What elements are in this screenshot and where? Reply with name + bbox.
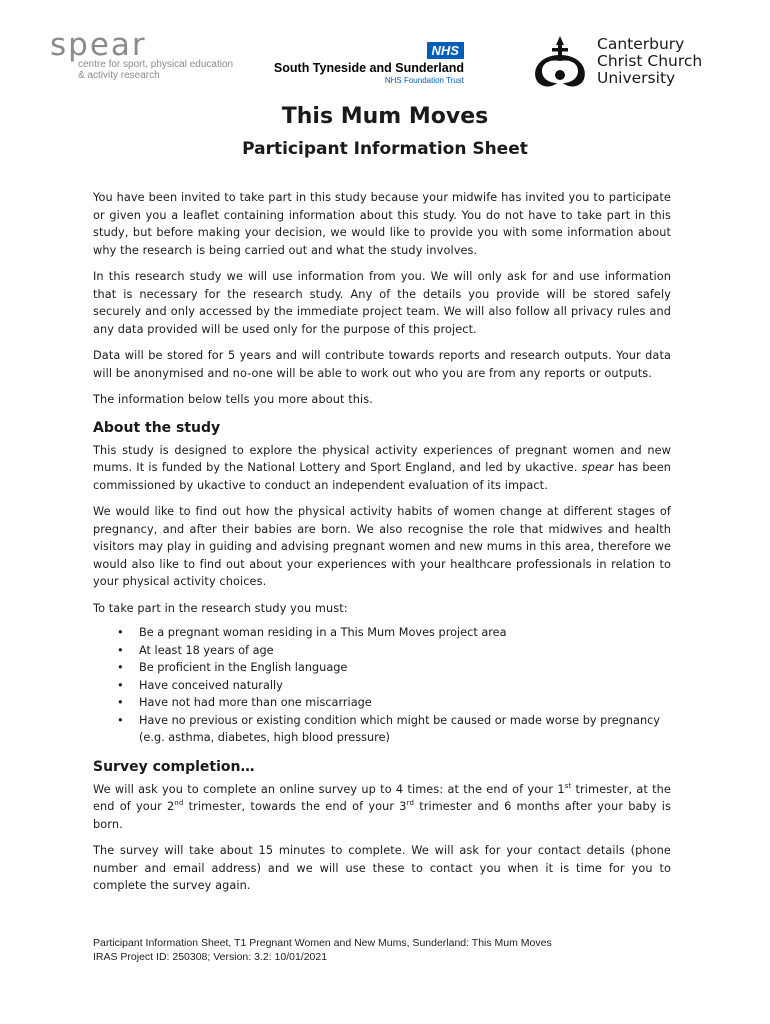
about-paragraph: We would like to find out how the physical activity habits of women change at different stages of pregnancy, and after their babies are born. We also recognise the role that midwives and health visitors may play in guiding and advising pregnant women and new mums in this area, therefore we would also like to find out about your experiences with your healthcare professionals in relation to your physical activity choices. xyxy=(93,505,671,588)
list-item: • At least 18 years of age xyxy=(139,642,671,660)
intro-paragraph: The information below tells you more about this. xyxy=(93,393,373,406)
list-item: • Have not had more than one miscarriage xyxy=(139,694,671,712)
nhs-trust-logo xyxy=(270,40,466,86)
document-subtitle: Participant Information Sheet xyxy=(242,139,528,159)
nhs-foundation-label: NHS Foundation Trust xyxy=(384,76,464,85)
survey-paragraph: The survey will take about 15 minutes to complete. We will ask for your contact details (phone number and email address) and we will use these to contact you when it is time for you to complete the survey again. xyxy=(93,844,671,892)
survey-paragraph: We will ask you to complete an online survey up to 4 times: at the end of your 1st trimester, at the end of your 2nd trimester, towards the end of your 3rd trimester and 6 months after your baby is born. xyxy=(93,781,671,831)
about-paragraph: This study is designed to explore the physical activity experiences of pregnant women and new mums. It is funded by the National Lottery and Sport England, and led by ukactive. spear has been commissioned by ukactive to conduct an independent evaluation of its impact. xyxy=(93,443,672,492)
about-heading: About the study xyxy=(93,419,221,436)
cccu-logo xyxy=(530,33,720,91)
cccu-name: Canterbury Christ Church University xyxy=(597,35,703,87)
list-item: • Have no previous or existing condition which might be caused or made worse by pregnancy (e.g. asthma, diabetes, high blood pressure) xyxy=(139,712,671,747)
page-footer xyxy=(93,937,552,964)
spear-tagline: centre for sport, physical education & activity research xyxy=(78,59,234,81)
cccu-emblem-icon xyxy=(530,33,590,91)
intro-paragraph: You have been invited to take part in this study because your midwife has invited you to participate or given you a leaflet containing information about this study. You do not have to take part in this study, but before making your decision, we would like to provide you with some information about why the research is being carried out and what the study involves. xyxy=(93,191,671,257)
survey-heading: Survey completion… xyxy=(93,758,255,775)
list-item: • Have conceived naturally xyxy=(139,677,671,695)
spear-logo xyxy=(50,28,240,84)
nhs-trust-name: South Tyneside and Sunderland xyxy=(273,61,464,75)
eligibility-list xyxy=(93,624,671,747)
spear-wordmark: spear xyxy=(50,27,147,63)
about-paragraph: To take part in the research study you must: xyxy=(93,601,348,615)
list-item: • Be a pregnant woman residing in a This Mum Moves project area xyxy=(139,624,671,642)
intro-paragraph: In this research study we will use information from you. We will only ask for and use information that is necessary for the research study. Any of the details you provide will be stored safely securely and only accessed by the immediate project team. We will also follow all privacy rules and any data provided will be used only for the purpose of this project. xyxy=(93,270,671,336)
document-body xyxy=(93,189,671,904)
spear-emphasis: spear xyxy=(581,461,614,474)
nhs-badge: NHS xyxy=(427,42,464,59)
list-item: • Be proficient in the English language xyxy=(139,659,671,677)
footer-line: IRAS Project ID: 250308; Version: 3.2: 10/01/2021 xyxy=(93,950,328,963)
intro-paragraph: Data will be stored for 5 years and will contribute towards reports and research outputs. Your data will be anonymised and no-one will be able to work out who you are from any reports or outputs. xyxy=(93,349,671,380)
footer-line: Participant Information Sheet, T1 Pregnant Women and New Mums, Sunderland: This Mum Moves xyxy=(93,937,552,949)
document-title: This Mum Moves xyxy=(281,104,489,129)
